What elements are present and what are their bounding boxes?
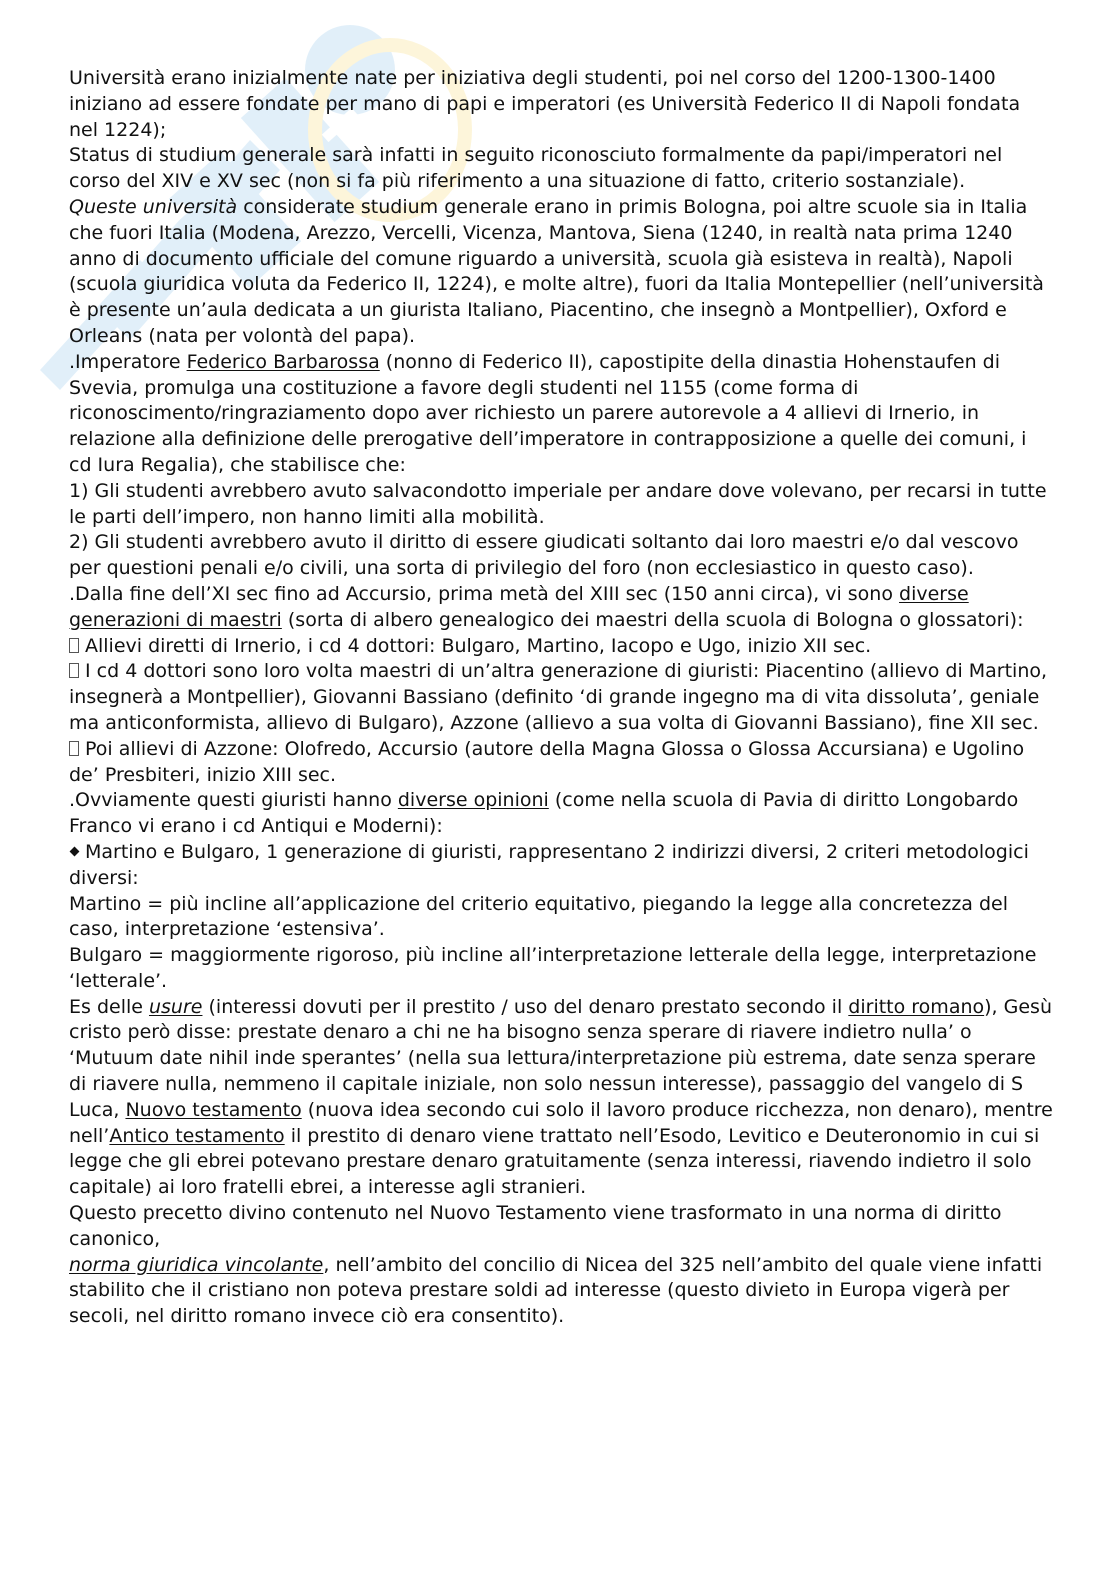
- paragraph: Università erano inizialmente nate per iniziativa degli studenti, poi nel corso del 1200-1300-1400 iniziano ad essere fondate per mano di papi e imperatori (es Università Federico II di Napoli fondata nel 1224);: [69, 67, 1021, 141]
- underlined-text: Nuovo testamento: [125, 1098, 302, 1121]
- list-item: [69, 659, 1054, 736]
- list-item: [69, 840, 1054, 892]
- underlined-text: Antico testamento: [109, 1124, 285, 1147]
- paragraph: [69, 995, 1054, 1201]
- underlined-text: diritto romano: [848, 995, 985, 1018]
- paragraph: [69, 350, 1054, 479]
- text: , nell’ambito del concilio di Nicea del 325 nell’ambito del quale viene infatti stabilito che il cristiano non poteva prestare soldi ad interesse (questo divieto in Europa vigerà per secoli, nel diritto romano invece ciò era consentito).: [69, 1253, 1043, 1328]
- list-item: [69, 737, 1054, 789]
- list-item: [69, 634, 1054, 660]
- list-item: 1) Gli studenti avrebbero avuto salvacondotto imperiale per andare dove volevano, per recarsi in tutte le parti dell’impero, non hanno limiti alla mobilità.: [69, 479, 1047, 528]
- text: Martino e Bulgaro, 1 generazione di giuristi, rappresentano 2 indirizzi diversi, 2 criteri metodologici diversi:: [69, 840, 1029, 889]
- text: Es delle: [69, 995, 149, 1018]
- text: .Ovviamente questi giuristi hanno: [69, 789, 398, 812]
- text: ), Gesù cristo però disse: prestate denaro a chi ne ha bisogno senza sperare di riavere indietro nulla’ o ‘Mutuum date nihil inde sperantes’ (nella sua lettura/interpretazione più estrema, date senza sperare di riavere nulla, nemmeno il capitale iniziale, non solo nessun interesse), passaggio del vangelo di S Luca,: [69, 995, 1052, 1121]
- paragraph: [69, 195, 1054, 350]
- text: (interessi dovuti per il prestito / uso del denaro prestato secondo il: [202, 995, 849, 1018]
- list-item: 2) Gli studenti avrebbero avuto il diritto di essere giudicati soltanto dai loro maestri e/o dal vescovo per questioni penali e/o civili, una sorta di privilegio del foro (non ecclesiastico in questo caso).: [69, 531, 1019, 580]
- underlined-text: Federico Barbarossa: [186, 350, 380, 373]
- text: (nuova idea secondo cui solo il lavoro produce ricchezza, non denaro), mentre nell’: [69, 1098, 1053, 1147]
- text: il prestito di denaro viene trattato nell’Esodo, Levitico e Deuteronomio in cui si legge che gli ebrei potevano prestare denaro gratuitamente (senza interessi, riavendo indietro il solo capitale) ai loro fratelli ebrei, a interesse agli stranieri.: [69, 1124, 1040, 1199]
- text: .Imperatore: [69, 350, 187, 373]
- bullet-box-icon: [69, 638, 79, 653]
- paragraph: [69, 1253, 1054, 1330]
- underlined-italic-text: usure: [148, 995, 203, 1018]
- underlined-text: diverse opinioni: [397, 789, 549, 812]
- document-body: [69, 66, 1054, 1330]
- text: .Dalla fine dell’XI sec fino ad Accursio, prima metà del XIII sec (150 anni circa), vi sono: [69, 582, 900, 605]
- text: I cd 4 dottori sono loro volta maestri di un’altra generazione di giuristi: Piacentino (allievo di Martino, insegnerà a Montpellier), Giovanni Bassiano (definito ‘di grande ingegno ma di vita dissoluta’, geniale ma anticonformista, allievo di Bulgaro), Azzone (allievo a sua volta di Giovanni Bassiano), fine XII sec.: [69, 660, 1048, 734]
- underlined-text: diverse generazioni di maestri: [69, 582, 969, 631]
- text: Allievi diretti di Irnerio, i cd 4 dottori: Bulgaro, Martino, Iacopo e Ugo, inizio XII sec.: [85, 634, 872, 657]
- paragraph: [69, 788, 1054, 840]
- bullet-box-icon: [69, 741, 79, 756]
- text: (come nella scuola di Pavia di diritto Longobardo Franco vi erano i cd Antiqui e Moderni):: [69, 789, 1019, 838]
- paragraph: Questo precetto divino contenuto nel Nuovo Testamento viene trasformato in una norma di diritto canonico,: [69, 1202, 1002, 1250]
- text: Poi allievi di Azzone: Olofredo, Accursio (autore della Magna Glossa o Glossa Accursiana) e Ugolino de’ Presbiteri, inizio XIII sec.: [69, 737, 1025, 786]
- paragraph: Martino = più incline all’applicazione del criterio equitativo, piegando la legge alla concretezza del caso, interpretazione ‘estensiva’.: [69, 892, 1008, 941]
- paragraph: [69, 582, 1054, 634]
- paragraph: Status di studium generale sarà infatti in seguito riconosciuto formalmente da papi/imperatori nel corso del XIV e XV sec (non si fa più riferimento a una situazione di fatto, criterio sostanziale).: [69, 144, 1003, 193]
- text: considerate studium generale erano in primis Bologna, poi altre scuole sia in Italia che fuori Italia (Modena, Arezzo, Vercelli, Vicenza, Mantova, Siena (1240, in realtà nata prima 1240 anno di documento ufficiale del comune riguardo a università, scuola già esisteva in realtà), Napoli (scuola giuridica voluta da Federico II, 1224), e molte altre), fuori da Italia Montepellier (nell’università è presente un’aula dedicata a un giurista Italiano, Piacentino, che insegnò a Montpellier), Oxford e Orleans (nata per volontà del papa).: [69, 195, 1044, 347]
- text: (nonno di Federico II), capostipite della dinastia Hohenstaufen di Svevia, promulga una costituzione a favore degli studenti nel 1155 (come forma di riconoscimento/ringraziamento dopo aver richiesto un parere autorevole a 4 allievi di Irnerio, in relazione alla definizione delle prerogative dell’imperatore in contrapposizione a quelle dei comuni, i cd Iura Regalia), che stabilisce che:: [69, 350, 1027, 476]
- italic-text: Queste università: [69, 195, 238, 218]
- paragraph: Bulgaro = maggiormente rigoroso, più incline all’interpretazione letterale della legge, interpretazione ‘letterale’.: [69, 944, 1037, 992]
- text: (sorta di albero genealogico dei maestri della scuola di Bologna o glossatori):: [281, 608, 1024, 631]
- underlined-italic-text: norma giuridica vincolante: [69, 1253, 324, 1276]
- bullet-box-icon: [69, 663, 79, 678]
- diamond-bullet-icon: [70, 846, 80, 856]
